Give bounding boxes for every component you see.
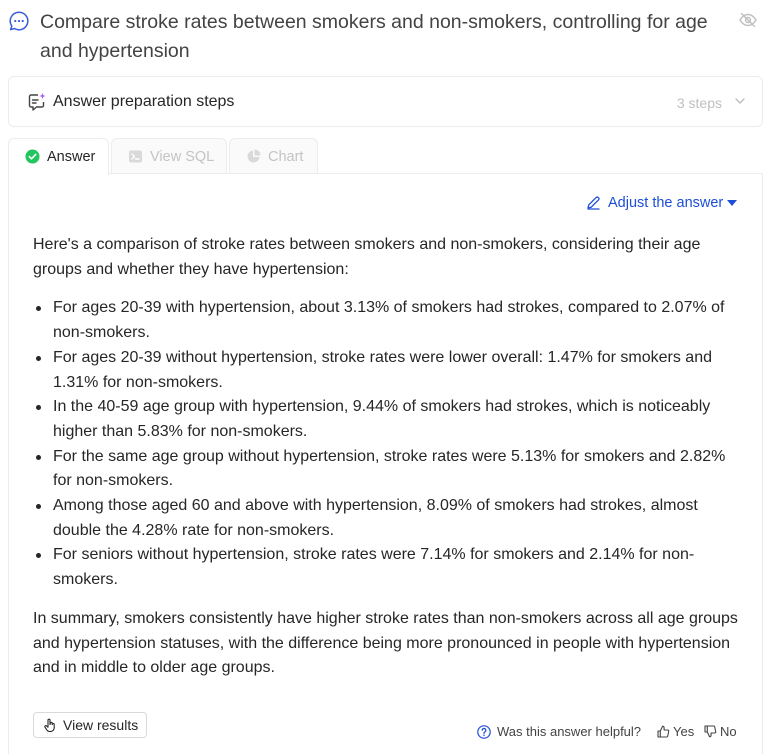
chat-bubble-icon (8, 10, 30, 32)
view-results-button[interactable] (33, 712, 147, 738)
adjust-answer-button[interactable] (586, 193, 737, 213)
answer-bullets (33, 296, 745, 592)
eye-off-icon[interactable] (738, 10, 758, 30)
feedback-bar (477, 723, 735, 741)
pencil-icon (586, 195, 601, 210)
tab-chart[interactable] (229, 138, 318, 174)
check-circle-icon (25, 149, 40, 164)
tab-view-sql-label: View SQL (150, 149, 215, 165)
tab-view-sql[interactable] (111, 138, 227, 174)
answer-summary: In summary, smokers consistently have higher stroke rates than non-smokers across all age groups and hypertension statuses, with the difference being more pronounced in people with hypertension and in middle to older age groups. (33, 609, 738, 677)
list-item: For the same age group without hypertension, stroke rates were 5.13% for smokers and 2.82% for non-smokers. (33, 445, 745, 494)
terminal-icon (128, 149, 143, 164)
tab-answer[interactable] (8, 138, 109, 175)
chevron-down-icon[interactable] (734, 95, 746, 107)
steps-count: 3 steps (676, 95, 722, 111)
question-header (8, 4, 770, 68)
yes-button[interactable]: Yes (673, 724, 695, 739)
caret-down-icon (727, 200, 737, 206)
answer-panel (8, 173, 763, 754)
answer-body (33, 233, 745, 681)
tab-answer-label: Answer (47, 149, 96, 165)
answer-intro: Here's a comparison of stroke rates between smokers and non-smokers, considering their age groups and whether they have hypertension: (33, 236, 701, 278)
steps-title: Answer preparation steps (53, 93, 235, 110)
pie-chart-icon (246, 149, 261, 164)
list-item: Among those aged 60 and above with hypertension, 8.09% of smokers had strokes, almost double the 4.28% rate for non-smokers. (33, 494, 745, 543)
list-item: In the 40-59 age group with hypertension, 9.44% of smokers had strokes, which is noticeably higher than 5.83% for non-smokers. (33, 395, 745, 444)
adjust-answer-label: Adjust the answer (608, 195, 724, 211)
tab-chart-label: Chart (268, 149, 304, 165)
thumbs-down-icon[interactable] (704, 725, 717, 738)
list-item: For ages 20-39 with hypertension, about 3.13% of smokers had strokes, compared to 2.07% of non-smokers. (33, 296, 745, 345)
answer-preparation-steps[interactable] (8, 76, 763, 127)
helpful-question: Was this answer helpful? (497, 724, 642, 739)
list-item: For ages 20-39 without hypertension, stroke rates were lower overall: 1.47% for smokers and 1.31% for non-smokers. (33, 346, 745, 395)
no-button[interactable]: No (720, 724, 737, 739)
view-results-label: View results (63, 717, 139, 733)
question-title: Compare stroke rates between smokers and non-smokers, controlling for age and hypertension (40, 11, 708, 62)
list-item: For seniors without hypertension, stroke rates were 7.14% for smokers and 2.14% for non-smokers. (33, 543, 745, 592)
question-circle-icon (477, 725, 491, 739)
thumbs-up-icon[interactable] (657, 725, 670, 738)
hand-pointer-icon (43, 718, 57, 732)
sparkle-chat-icon (27, 92, 47, 112)
